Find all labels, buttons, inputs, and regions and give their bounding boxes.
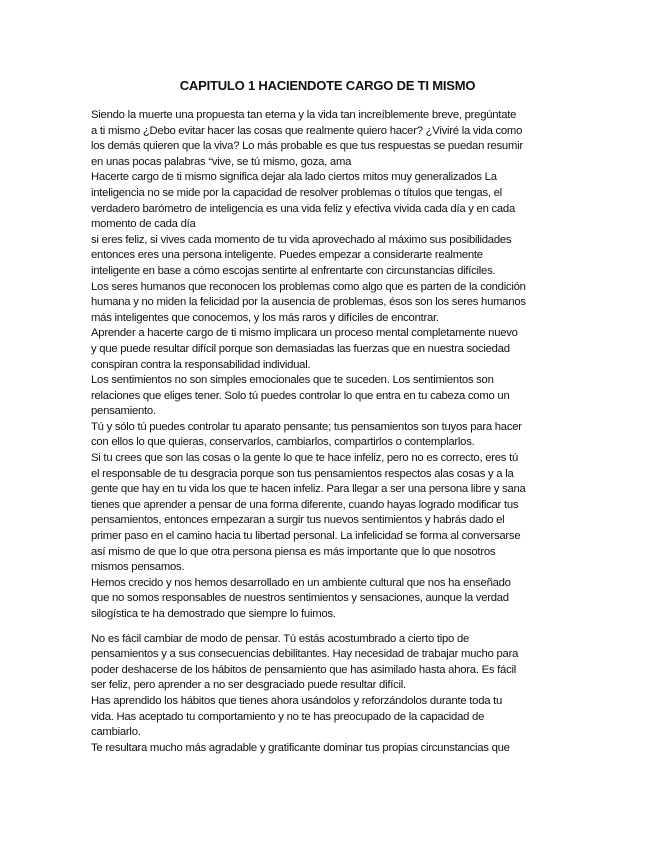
text-line: No es fácil cambiar de modo de pensar. Tú estás acostumbrado a cierto tipo de bbox=[91, 632, 470, 645]
text-line: Hacerte cargo de ti mismo significa dejar ala lado ciertos mitos muy generalizados La bbox=[91, 171, 497, 184]
text-line: primer paso en el camino hacia tu libertad personal. La infelicidad se forma al conversarse bbox=[91, 530, 521, 543]
text-line: inteligente en base a cómo escojas sentirte al enfrentarte con circunstancias difíciles. bbox=[91, 264, 496, 277]
text-line: con ellos lo que quieras, conservarlos, cambiarlos, compartirlos o contemplarlos. bbox=[91, 436, 475, 449]
text-line: Aprender a hacerte cargo de ti mismo implicara un proceso mental completamente nuevo bbox=[91, 327, 518, 340]
text-line: Siendo la muerte una propuesta tan eterna y la vida tan increíblemente breve, pregúntate bbox=[91, 109, 517, 121]
text-line: Los seres humanos que reconocen los problemas como algo que es parten de la condición bbox=[91, 280, 526, 293]
text-line: los demás quieren que la viva? Lo más probable es que tus respuestas se puedan resumir bbox=[91, 140, 523, 153]
paragraph-gap bbox=[91, 623, 571, 632]
text-line: el responsable de tu desgracia porque son tus pensamientos respectos alas cosas y a la bbox=[91, 467, 514, 480]
text-line: pensamiento. bbox=[91, 405, 156, 418]
text-line: tienes que aprender a pensar de una forma diferente, cuando hayas logrado modificar tus bbox=[91, 498, 519, 511]
text-line: que no somos responsables de nuestros sentimientos y sensaciones, aunque la verdad bbox=[91, 592, 509, 605]
text-line: y que puede resultar difícil porque son demasiadas las fuerzas que en nuestra sociedad bbox=[91, 342, 510, 355]
text-line: Hemos crecido y nos hemos desarrollado en un ambiente cultural que nos ha enseñado bbox=[91, 576, 511, 589]
text-line: vida. Has aceptado tu comportamiento y no te has preocupado de la capacidad de bbox=[91, 710, 485, 723]
text-line: inteligencia no se mide por la capacidad de resolver problemas o títulos que tengas, el bbox=[91, 186, 502, 199]
text-line: gente que hay en tu vida los que te hacen infeliz. Para llegar a ser una persona libre y sana bbox=[91, 483, 526, 496]
text-line: a ti mismo ¿Debo evitar hacer las cosas que realmente quiero hacer? ¿Viviré la vida como bbox=[91, 124, 523, 137]
text-line: Si tu crees que son las cosas o la gente lo que te hace infeliz, pero no es correcto, eres tú bbox=[91, 452, 519, 465]
text-line: pensamientos y a sus consecuencias debilitantes. Hay necesidad de trabajar mucho para bbox=[91, 648, 519, 661]
text-line: cambiarlo. bbox=[91, 726, 141, 739]
text-line: verdadero barómetro de inteligencia es una vida feliz y efectiva vivida cada día y en cada bbox=[91, 202, 515, 215]
text-line: Tú y sólo tú puedes controlar tu aparato pensante; tus pensamientos son tuyos para hacer bbox=[91, 420, 522, 433]
text-line: ser feliz, pero aprender a no ser desgraciado puede resultar difícil. bbox=[91, 679, 406, 692]
text-line: relaciones que eliges tener. Solo tú puedes controlar lo que entra en tu cabeza como un bbox=[91, 389, 510, 402]
text-line: conspiran contra la responsabilidad individual. bbox=[91, 358, 311, 371]
text-line: Te resultara mucho más agradable y gratificante dominar tus propias circunstancias que bbox=[91, 741, 510, 754]
text-line: más inteligentes que conocemos, y los más raros y difíciles de encontrar. bbox=[91, 311, 439, 324]
text-line: poder deshacerse de los hábitos de pensamiento que has asimilado hasta ahora. Es fácil bbox=[91, 663, 517, 676]
text-line: mismos pensamos. bbox=[91, 561, 185, 574]
text-line: si eres feliz, si vives cada momento de tu vida aprovechado al máximo sus posibilidades bbox=[91, 233, 512, 246]
text-line: pensamientos, entonces empezaran a surgir tus nuevos sentimientos y habrás dado el bbox=[91, 514, 505, 527]
text-line: en unas pocas palabras “vive, se tú mismo, goza, ama bbox=[91, 155, 352, 168]
text-line: momento de cada día bbox=[91, 218, 196, 231]
text-line: así mismo de que lo que otra persona piensa es más importante que lo que nosotros bbox=[91, 545, 496, 558]
text-line: Los sentimientos no son simples emocionales que te suceden. Los sentimientos son bbox=[91, 374, 494, 387]
chapter-title: CAPITULO 1 HACIENDOTE CARGO DE TI MISMO bbox=[179, 78, 476, 93]
text-line: humana y no miden la felicidad por la ausencia de problemas, ésos son los seres humanos bbox=[91, 296, 526, 309]
text-line: silogística te ha demostrado que siempre lo fuimos. bbox=[91, 608, 336, 620]
text-line: entonces eres una persona inteligente. Puedes empezar a considerarte realmente bbox=[91, 249, 483, 262]
text-line: Has aprendido los hábitos que tienes ahora usándolos y reforzándolos durante toda tu bbox=[91, 694, 503, 707]
body-text bbox=[91, 108, 571, 756]
